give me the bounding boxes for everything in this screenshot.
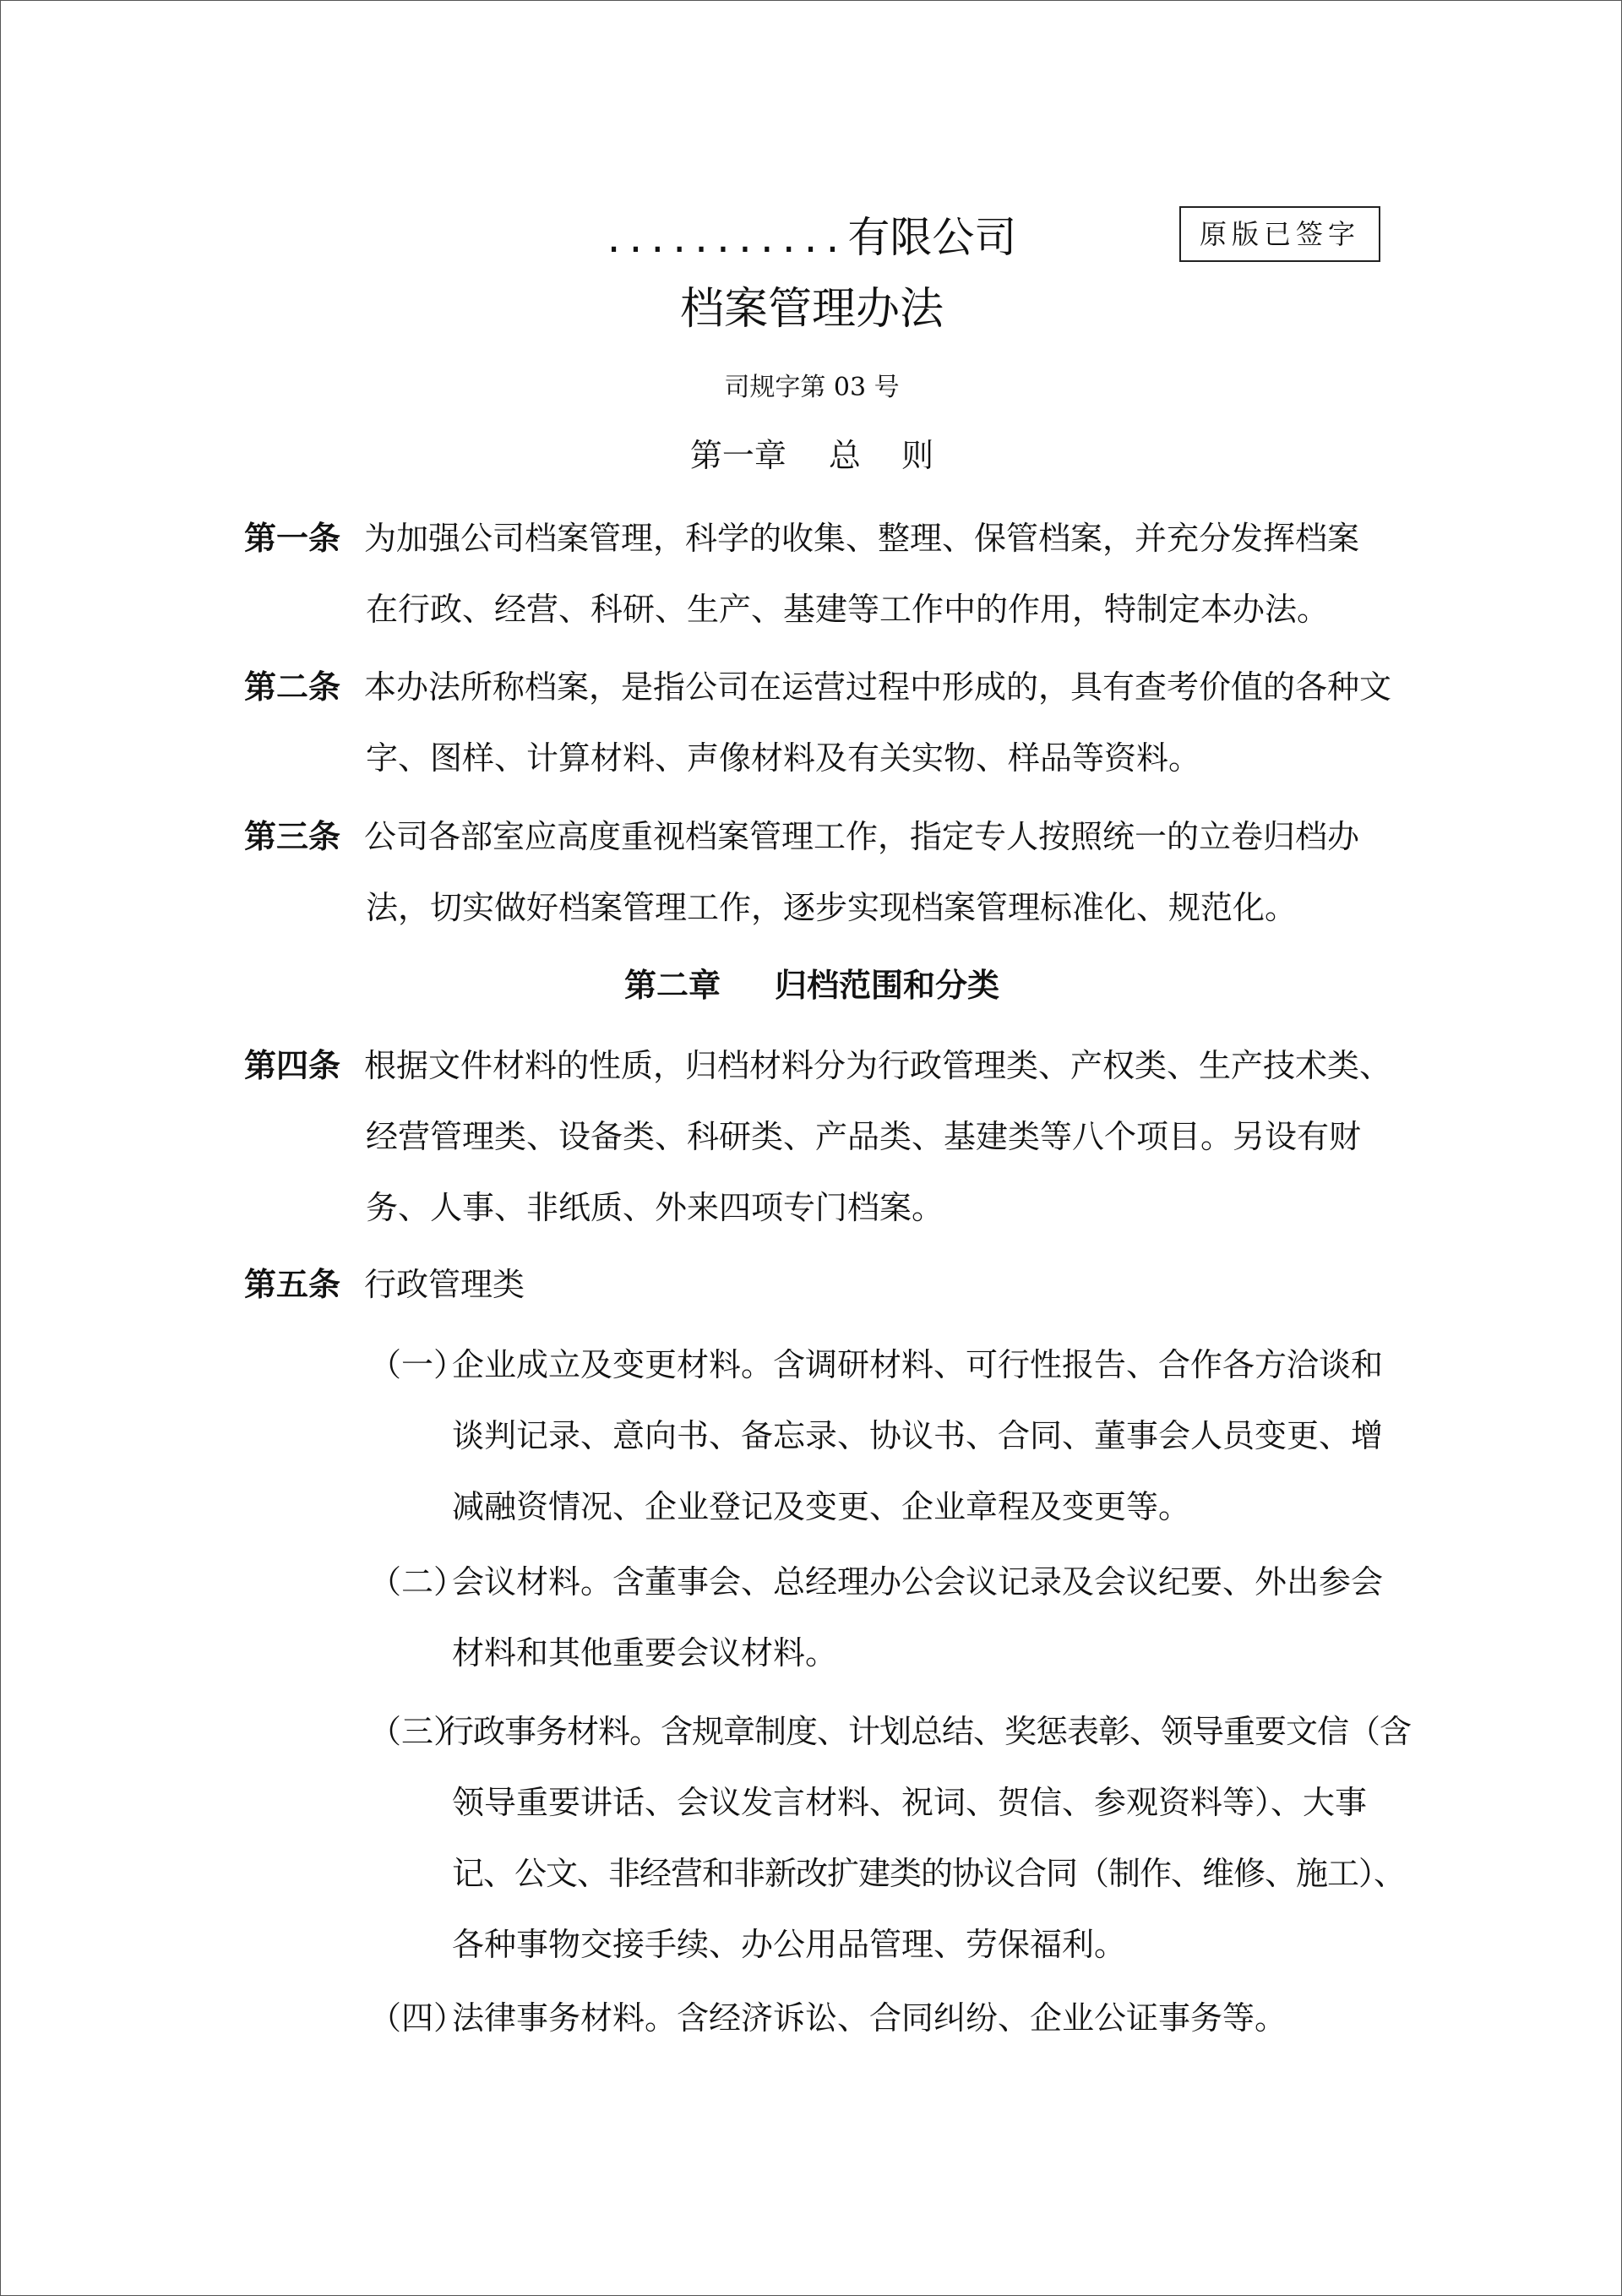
sub-item-text-line: 行政事务材料。含规章制度、计划总结、奖惩表彰、领导重要文信（含 — [442, 1713, 1412, 1750]
article-text-line: 经营管理类、设备类、科研类、产品类、基建类等八个项目。另设有财 — [366, 1118, 1362, 1155]
sub-item-text-line: 法律事务材料。含经济诉讼、合同纠纷、企业公证事务等。 — [452, 1999, 1287, 2037]
company-name-placeholder: ........... — [607, 213, 848, 262]
article-label: 第一条 — [244, 519, 341, 557]
chapter-1-label: 第一章 — [689, 437, 787, 474]
article-text-line: 为加强公司档案管理，科学的收集、整理、保管档案，并充分发挥档案 — [364, 520, 1360, 557]
signed-stamp-box: 原版已签字 — [1179, 206, 1380, 262]
article-5 — [244, 1249, 1410, 1320]
sub-item-number: （二） — [369, 1563, 466, 1601]
document-number: 司规字第 03 号 — [724, 373, 900, 402]
article-label: 第五条 — [244, 1265, 341, 1303]
sub-item-1 — [369, 1329, 1400, 1542]
sub-item-number: （一） — [369, 1346, 466, 1383]
article-label: 第二条 — [244, 668, 341, 706]
article-text-line: 行政管理类 — [364, 1266, 525, 1303]
sub-item-text-line: 领导重要讲话、会议发言材料、祝词、贺信、参观资料等）、大事 — [452, 1784, 1368, 1821]
article-text-line: 法，切实做好档案管理工作，逐步实现档案管理标准化、规范化。 — [366, 889, 1298, 926]
article-text-line: 在行政、经营、科研、生产、基建等工作中的作用，特制定本办法。 — [366, 591, 1330, 628]
article-label: 第四条 — [244, 1046, 341, 1084]
article-3 — [244, 801, 1410, 943]
document-title: 档案管理办法 — [679, 284, 944, 335]
company-name-suffix: 有限公司 — [847, 213, 1017, 262]
article-label: 第三条 — [244, 817, 341, 855]
sub-item-text-line: 减融资情况、企业登记及变更、企业章程及变更等。 — [452, 1488, 1191, 1525]
article-text-line: 本办法所称档案，是指公司在运营过程中形成的，具有查考价值的各种文 — [364, 668, 1392, 706]
sub-item-text-line: 企业成立及变更材料。含调研材料、可行性报告、合作各方洽谈和 — [452, 1346, 1384, 1383]
sub-item-text-line: 各种事物交接手续、办公用品管理、劳保福利。 — [452, 1926, 1127, 1963]
chapter-1-heading — [1, 430, 1622, 481]
article-text-line: 字、图样、计算材料、声像材料及有关实物、样品等资料。 — [366, 739, 1201, 777]
sub-item-text-line: 谈判记录、意向书、备忘录、协议书、合同、董事会人员变更、增 — [452, 1417, 1384, 1454]
sub-item-number: （三） — [369, 1713, 466, 1750]
article-text-line: 公司各部室应高度重视档案管理工作，指定专人按照统一的立卷归档办 — [364, 818, 1360, 855]
chapter-2-label: 第二章 — [623, 966, 721, 1004]
sub-item-number: （四） — [369, 1999, 466, 2037]
chapter-1-name: 总 则 — [828, 437, 934, 474]
sub-item-text-line: 会议材料。含董事会、总经理办公会议记录及会议纪要、外出参会 — [452, 1563, 1384, 1601]
sub-item-text-line: 材料和其他重要会议材料。 — [452, 1634, 838, 1672]
article-1 — [244, 503, 1410, 645]
article-text-line: 务、人事、非纸质、外来四项专门档案。 — [366, 1189, 944, 1226]
chapter-2-name: 归档范围和分类 — [775, 966, 1000, 1004]
company-name-heading — [1, 208, 1622, 267]
article-text-line: 根据文件材料的性质，归档材料分为行政管理类、产权类、生产技术类、 — [364, 1047, 1392, 1084]
sub-item-4 — [369, 1982, 1400, 2053]
article-4 — [244, 1030, 1410, 1243]
article-2 — [244, 652, 1410, 794]
chapter-2-heading — [1, 960, 1622, 1011]
sub-item-2 — [369, 1546, 1400, 1688]
sub-item-3 — [369, 1696, 1412, 1980]
sub-item-text-line: 记、公文、非经营和非新改扩建类的协议合同（制作、维修、施工）、 — [452, 1855, 1406, 1892]
